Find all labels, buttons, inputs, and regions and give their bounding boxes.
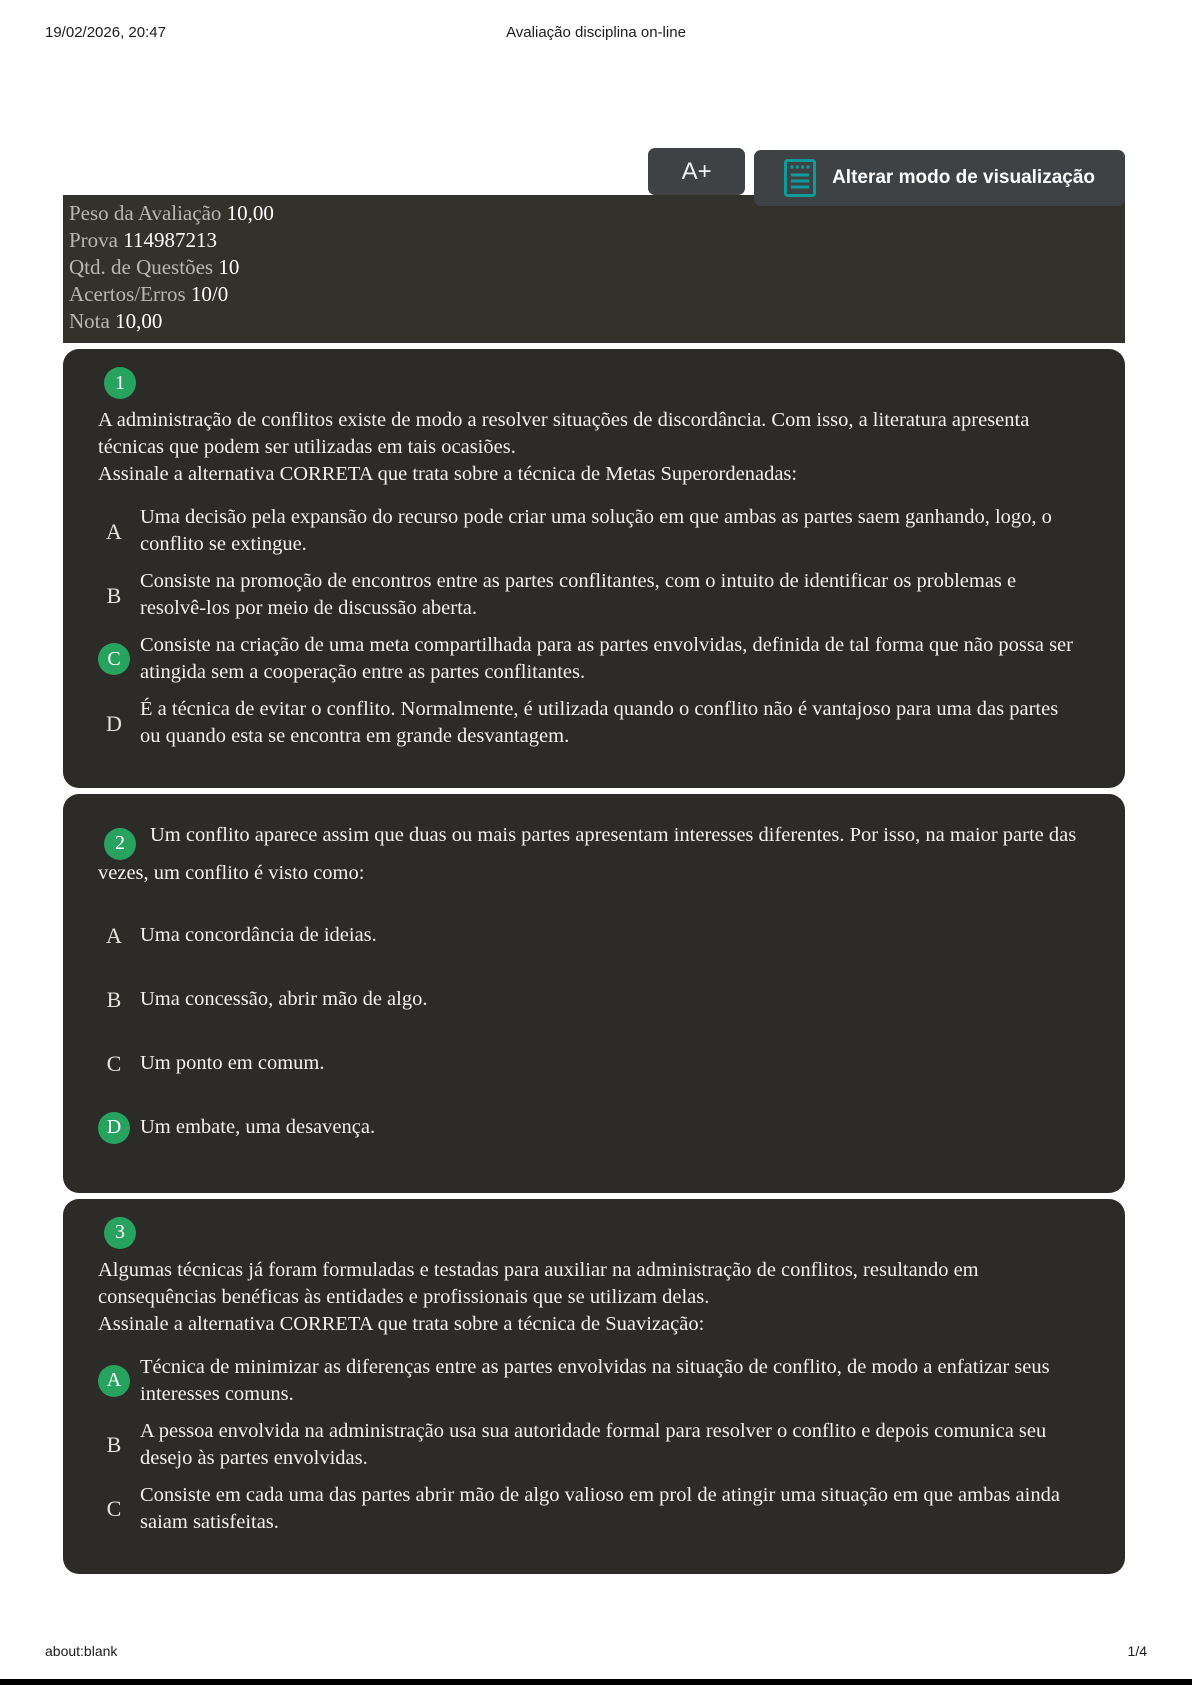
- option-text: Consiste na promoção de encontros entre as partes conflitantes, com o intuito de identificar os problemas e resolvê-los por meio de discussão aberta.: [140, 570, 1017, 619]
- summary-value: 10: [218, 255, 240, 279]
- font-increase-button[interactable]: A+: [648, 148, 745, 195]
- question-body: A administração de conflitos existe de modo a resolver situações de discordância. Com isso, a literatura apresenta técnicas que podem ser utilizadas em tais ocasiões.: [98, 409, 1030, 458]
- option-text: Uma decisão pela expansão do recurso pode criar uma solução em que ambas as partes saem ganhando, logo, o conflito se extingue.: [140, 506, 1052, 555]
- summary-value: 10/0: [190, 282, 229, 306]
- summary-value: 114987213: [123, 228, 217, 252]
- summary-label: Qtd. de Questões: [69, 255, 214, 279]
- summary-value: 10,00: [115, 309, 163, 333]
- exam-content: [63, 195, 1125, 1574]
- bottom-edge-bar: [0, 1679, 1192, 1685]
- summary-label: Peso da Avaliação: [69, 201, 222, 225]
- print-datetime: 19/02/2026, 20:47: [45, 24, 166, 41]
- toolbar: [648, 148, 1125, 206]
- summary-label: Acertos/Erros: [69, 282, 186, 306]
- reader-mode-icon: [784, 159, 816, 197]
- answer-option-c-correct[interactable]: [98, 632, 1080, 686]
- correct-answer-badge: D: [98, 1112, 130, 1144]
- summary-row-questoes: [69, 254, 1115, 281]
- print-header: [45, 24, 1147, 44]
- answer-option-a[interactable]: [98, 909, 1080, 963]
- option-text: Uma concessão, abrir mão de algo.: [140, 988, 428, 1010]
- summary-row-nota: [69, 308, 1115, 335]
- answer-option-b[interactable]: [98, 568, 1080, 622]
- option-letter: B: [106, 1432, 122, 1457]
- option-text: A pessoa envolvida na administração usa sua autoridade formal para resolver o conflito e depois comunica seu desejo às partes envolvidas.: [140, 1419, 1047, 1469]
- question-number-badge: 1: [104, 367, 136, 399]
- question-card-2: [63, 794, 1125, 1193]
- question-body: Algumas técnicas já foram formuladas e testadas para auxiliar na administração de conflitos, resultando em consequências benéficas às entidades e profissionais que se utilizam delas.: [98, 1258, 979, 1308]
- correct-answer-badge: C: [98, 643, 130, 675]
- correct-answer-badge: A: [98, 1365, 130, 1397]
- answer-option-d[interactable]: [98, 696, 1080, 750]
- options-list: [98, 909, 1080, 1155]
- answer-option-c[interactable]: [98, 1482, 1080, 1536]
- footer-page-number: 1/4: [1127, 1643, 1147, 1659]
- summary-label: Prova: [69, 228, 118, 252]
- answer-option-a[interactable]: [98, 504, 1080, 558]
- question-number-badge: 2: [104, 828, 136, 860]
- question-card-1: [63, 349, 1125, 788]
- summary-row-prova: [69, 227, 1115, 254]
- answer-option-b[interactable]: [98, 973, 1080, 1027]
- option-letter: B: [106, 582, 122, 608]
- footer-url: about:blank: [45, 1643, 118, 1659]
- option-letter: A: [106, 923, 122, 948]
- question-card-3: [63, 1199, 1125, 1574]
- option-letter: C: [106, 1051, 122, 1076]
- option-text: Uma concordância de ideias.: [140, 924, 377, 946]
- options-list: [98, 1354, 1080, 1536]
- option-text: Técnica de minimizar as diferenças entre as partes envolvidas na situação de conflito, de modo a enfatizar seus interesses comuns.: [140, 1355, 1050, 1405]
- change-view-mode-label: Alterar modo de visualização: [832, 167, 1095, 188]
- option-text: Consiste em cada uma das partes abrir mão de algo valioso em prol de atingir uma situação em que ambas ainda saiam satisfeitas.: [140, 1483, 1060, 1533]
- summary-row-acertos: [69, 281, 1115, 308]
- answer-option-d-correct[interactable]: [98, 1101, 1080, 1155]
- option-letter: D: [106, 710, 122, 736]
- question-prompt: Assinale a alternativa CORRETA que trata sobre a técnica de Suavização:: [98, 1312, 705, 1335]
- options-list: [98, 504, 1080, 750]
- option-text: Um embate, uma desavença.: [140, 1116, 376, 1138]
- summary-value: 10,00: [226, 201, 274, 225]
- page-title: Avaliação disciplina on-line: [506, 24, 686, 41]
- answer-option-b[interactable]: [98, 1418, 1080, 1472]
- summary-label: Nota: [69, 309, 110, 333]
- question-number-badge: 3: [104, 1217, 136, 1249]
- exam-summary: [63, 195, 1125, 343]
- question-body: 2 Um conflito aparece assim que duas ou mais partes apresentam interesses diferentes. Por isso, na maior parte das vezes, um conflito é visto como:: [98, 824, 1077, 884]
- option-letter: B: [106, 987, 122, 1012]
- answer-option-c[interactable]: [98, 1037, 1080, 1091]
- option-text: Um ponto em comum.: [140, 1052, 325, 1074]
- option-text: Consiste na criação de uma meta compartilhada para as partes envolvidas, definida de tal forma que não possa ser atingida sem a cooperação entre as partes conflitantes.: [140, 634, 1073, 683]
- option-letter: A: [106, 518, 122, 544]
- option-letter: C: [106, 1496, 122, 1521]
- option-text: É a técnica de evitar o conflito. Normalmente, é utilizada quando o conflito não é vantajoso para uma das partes ou quando esta se encontra em grande desvantagem.: [140, 698, 1059, 747]
- answer-option-a-correct[interactable]: [98, 1354, 1080, 1408]
- question-prompt: Assinale a alternativa CORRETA que trata sobre a técnica de Metas Superordenadas:: [98, 463, 798, 485]
- print-footer: [45, 1643, 1147, 1659]
- change-view-mode-button[interactable]: [754, 150, 1125, 206]
